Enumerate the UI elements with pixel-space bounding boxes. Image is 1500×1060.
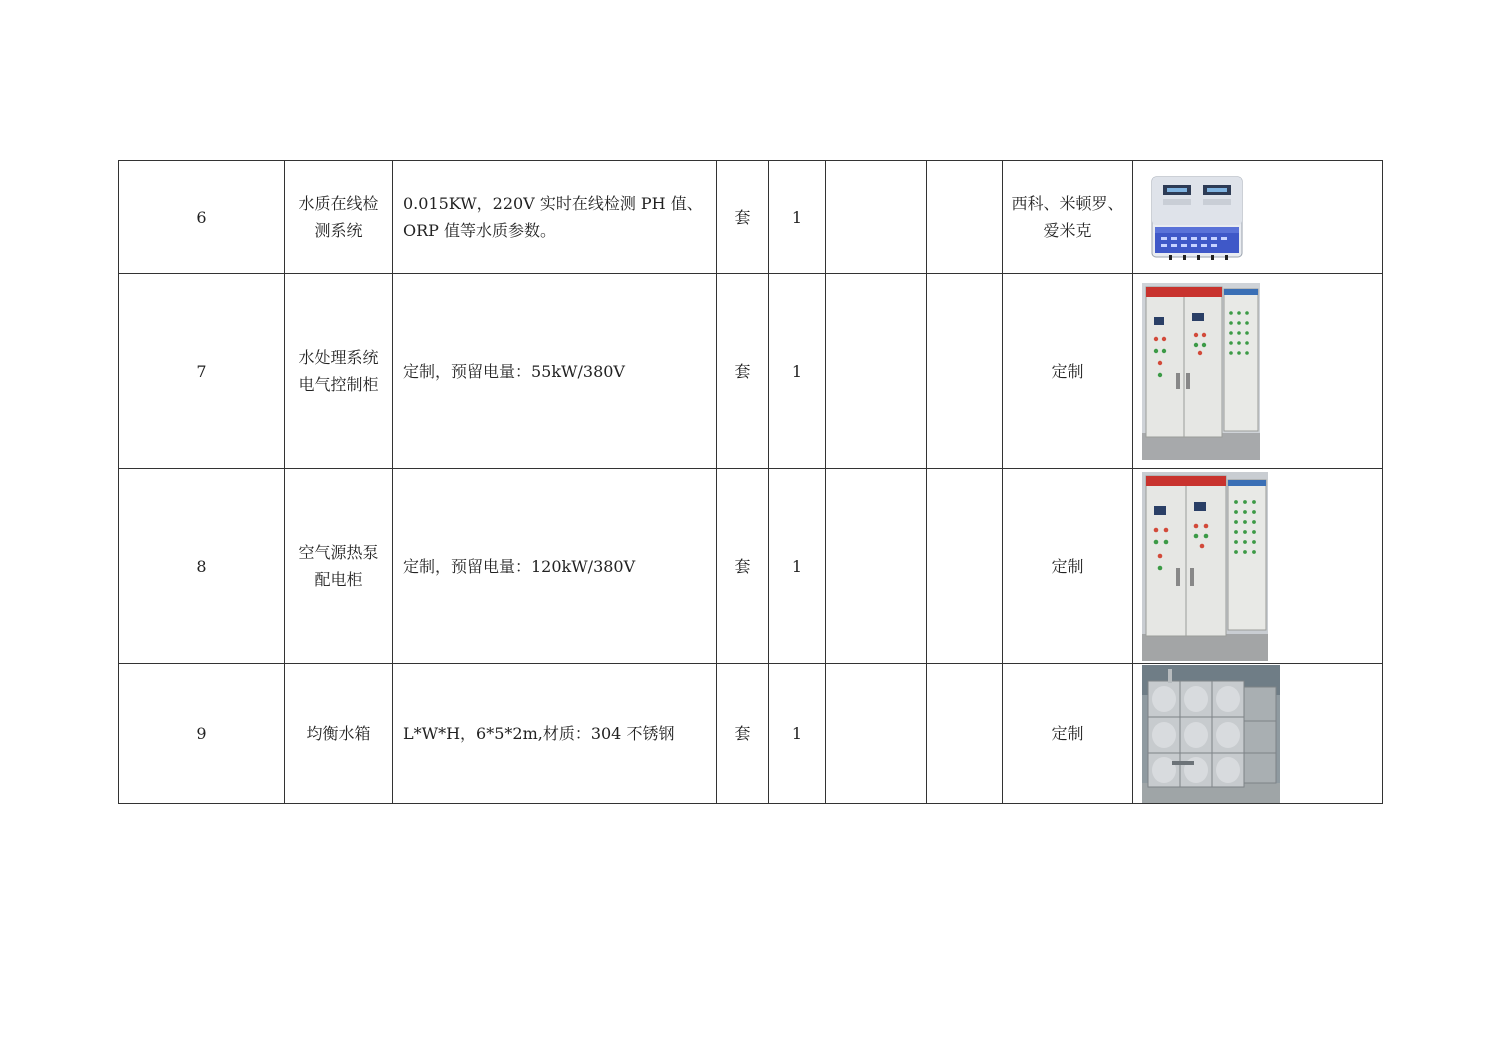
water-quality-monitor-photo <box>1149 175 1245 261</box>
item-total <box>927 469 1003 664</box>
item-spec: L*W*H，6*5*2m,材质：304 不锈钢 <box>393 664 717 804</box>
item-price <box>826 469 927 664</box>
row-index: 8 <box>119 469 285 664</box>
item-image-cell <box>1133 161 1383 274</box>
electric-control-cabinet-photo <box>1142 283 1260 460</box>
item-unit: 套 <box>717 161 769 274</box>
item-brand: 定制 <box>1003 469 1133 664</box>
item-name: 水处理系统电气控制柜 <box>285 274 393 469</box>
item-total <box>927 161 1003 274</box>
item-spec: 定制，预留电量：120kW/380V <box>393 469 717 664</box>
item-qty: 1 <box>769 469 826 664</box>
item-image-cell <box>1133 664 1383 804</box>
item-name: 水质在线检测系统 <box>285 161 393 274</box>
item-image-cell <box>1133 274 1383 469</box>
row-index: 7 <box>119 274 285 469</box>
item-name: 均衡水箱 <box>285 664 393 804</box>
table-row <box>119 274 1383 469</box>
stainless-water-tank-photo <box>1142 665 1280 803</box>
item-name: 空气源热泵配电柜 <box>285 469 393 664</box>
item-unit: 套 <box>717 274 769 469</box>
table-row <box>119 161 1383 274</box>
item-spec: 0.015KW，220V 实时在线检测 PH 值、ORP 值等水质参数。 <box>393 161 717 274</box>
table-row <box>119 664 1383 804</box>
item-unit: 套 <box>717 664 769 804</box>
power-distribution-cabinet-photo <box>1142 472 1268 661</box>
item-spec: 定制，预留电量：55kW/380V <box>393 274 717 469</box>
item-image-cell <box>1133 469 1383 664</box>
table-row <box>119 469 1383 664</box>
item-qty: 1 <box>769 274 826 469</box>
item-brand: 西科、米顿罗、爱米克 <box>1003 161 1133 274</box>
item-qty: 1 <box>769 664 826 804</box>
item-price <box>826 161 927 274</box>
row-index: 6 <box>119 161 285 274</box>
item-price <box>826 274 927 469</box>
item-brand: 定制 <box>1003 664 1133 804</box>
item-total <box>927 664 1003 804</box>
item-price <box>826 664 927 804</box>
item-brand: 定制 <box>1003 274 1133 469</box>
item-qty: 1 <box>769 161 826 274</box>
item-total <box>927 274 1003 469</box>
item-unit: 套 <box>717 469 769 664</box>
row-index: 9 <box>119 664 285 804</box>
equipment-table <box>118 160 1383 804</box>
